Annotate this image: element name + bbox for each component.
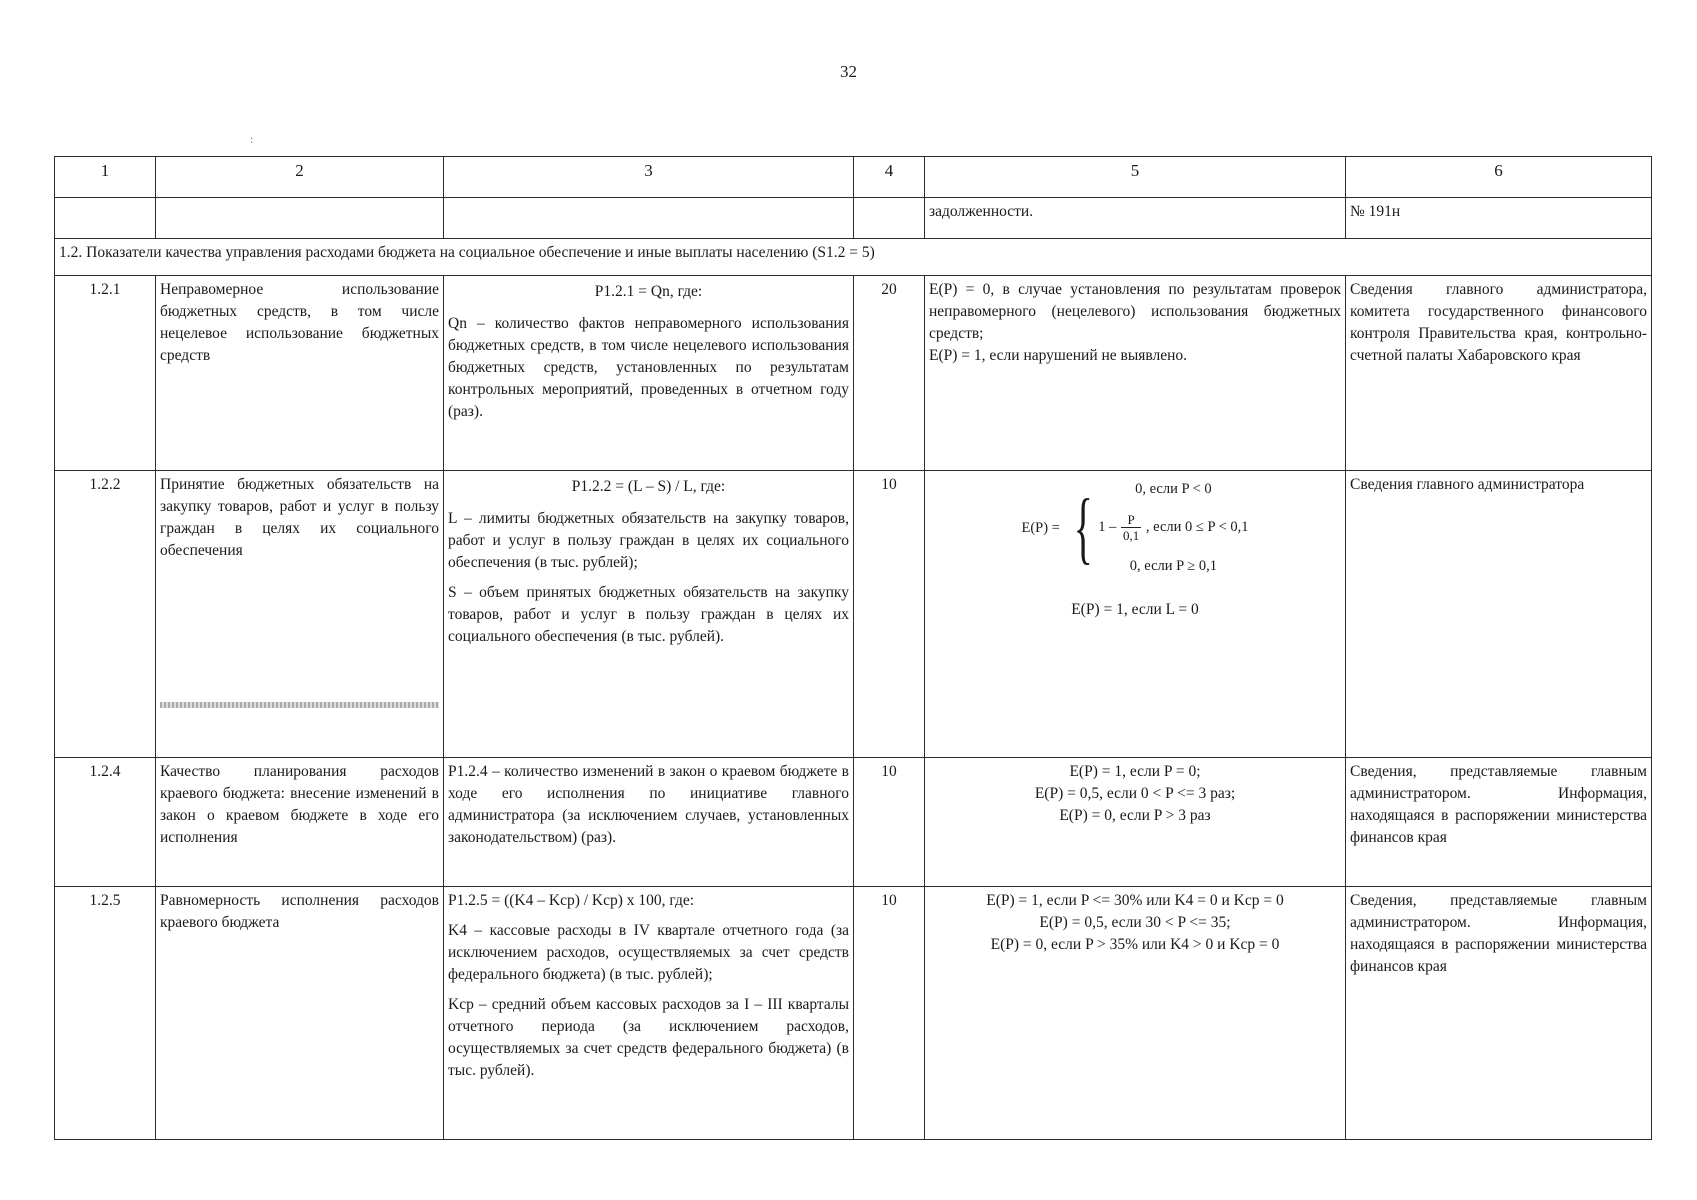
indicator-formula-cell	[444, 887, 854, 1140]
indicator-name: Принятие бюджетных обязательств на закупку товаров, работ и услуг в пользу граждан в целях их социального обеспечения	[160, 476, 439, 559]
indicator-weight: 10	[854, 471, 925, 758]
indicator-number: 1.2.1	[55, 276, 156, 471]
continuation-source-text: № 191н	[1346, 198, 1652, 239]
indicator-formula: P1.2.2 = (L – S) / L, где:	[571, 478, 726, 495]
piecewise-cases	[1098, 478, 1248, 577]
piecewise-case: 0, если P ≥ 0,1	[1129, 558, 1217, 574]
piecewise-formula	[929, 478, 1341, 577]
continuation-evaluation-text: задолженности.	[925, 198, 1346, 239]
indicator-name: Неправомерное использование бюджетных средств, в том числе нецелевое использование бюджетных средств	[156, 276, 444, 471]
evaluation-cell	[925, 758, 1346, 887]
evaluation-line: E(P) = 1, если нарушений не выявлено.	[929, 347, 1188, 364]
header-cell-5: 5	[925, 157, 1346, 198]
fraction-denominator: 0,1	[1123, 528, 1140, 543]
page-number: 32	[840, 62, 857, 81]
table-row	[55, 276, 1652, 471]
evaluation-note: E(P) = 1, если L = 0	[1071, 601, 1199, 618]
fraction	[1121, 512, 1141, 543]
indicator-weight: 20	[854, 276, 925, 471]
header-cell-6: 6	[1346, 157, 1652, 198]
formula-description: K4 – кассовые расходы в IV квартале отчетного года (за исключением расходов, осуществляемых за счет средств федерального бюджета) (в тыс. рублей);	[448, 922, 849, 983]
evaluation-line: E(P) = 0,5, если 0 < P <= 3 раз;	[1034, 785, 1236, 802]
indicators-table	[54, 156, 1652, 1140]
fraction-numerator: P	[1121, 512, 1141, 528]
data-source: Сведения, представляемые главным администратором. Информация, находящаяся в распоряжении министерства финансов края	[1346, 758, 1652, 887]
piecewise-lhs: E(P) =	[1021, 519, 1060, 536]
indicator-number: 1.2.2	[55, 471, 156, 758]
scan-artifact-line	[160, 702, 439, 708]
formula-description: L – лимиты бюджетных обязательств на закупку товаров, работ и услуг в пользу граждан в целях их социального обеспечения (в тыс. рублей);	[448, 510, 849, 571]
section-title: 1.2. Показатели качества управления расходами бюджета на социальное обеспечение и иные выплаты населению (S1.2 = 5)	[55, 239, 1652, 276]
table-row	[55, 471, 1652, 758]
data-source: Сведения главного администратора	[1346, 471, 1652, 758]
evaluation-cell	[925, 471, 1346, 758]
indicator-formula: P1.2.5 = ((K4 – Kср) / Kср) x 100, где:	[448, 892, 695, 909]
evaluation-line: E(P) = 1, если P <= 30% или K4 = 0 и Kср = 0	[986, 892, 1284, 909]
data-source: Сведения главного администратора, комитета государственного финансового контроля Правительства края, контрольно-счетной палаты Хабаровского края	[1346, 276, 1652, 471]
indicator-number: 1.2.5	[55, 887, 156, 1140]
indicator-weight: 10	[854, 887, 925, 1140]
header-cell-3: 3	[444, 157, 854, 198]
formula-description: P1.2.4 – количество изменений в закон о краевом бюджете в ходе его исполнения по инициативе главного администратора (за исключением случаев, установленных законодательством) (раз).	[444, 758, 854, 887]
indicator-formula: P1.2.1 = Qn, где:	[594, 283, 703, 300]
evaluation-cell	[925, 276, 1346, 471]
table-row	[55, 887, 1652, 1140]
section-row	[55, 239, 1652, 276]
evaluation-line: E(P) = 0, если P > 35% или K4 > 0 и Kср = 0	[990, 936, 1280, 953]
indicator-formula-cell	[444, 471, 854, 758]
continuation-row	[55, 198, 1652, 239]
scan-mark: :	[250, 132, 254, 146]
case-suffix: , если 0 ≤ P < 0,1	[1145, 518, 1249, 535]
formula-description: Qn – количество фактов неправомерного использования бюджетных средств, в том числе нецелевого использования бюджетных средств, установленных по результатам контрольных мероприятий, проведенных в отчетном году (раз).	[448, 315, 849, 420]
header-cell-2: 2	[156, 157, 444, 198]
indicator-name: Равномерность исполнения расходов краевого бюджета	[156, 887, 444, 1140]
evaluation-line: E(P) = 0,5, если 30 < P <= 35;	[1039, 914, 1231, 931]
left-brace-icon: {	[1073, 483, 1093, 572]
data-source: Сведения, представляемые главным администратором. Информация, находящаяся в распоряжении министерства финансов края	[1346, 887, 1652, 1140]
formula-description: S – объем принятых бюджетных обязательств на закупку товаров, работ и услуг в пользу граждан в целях их социального обеспечения (в тыс. рублей).	[448, 584, 849, 645]
evaluation-cell	[925, 887, 1346, 1140]
evaluation-line: E(P) = 0, если P > 3 раз	[1059, 807, 1211, 824]
header-cell-4: 4	[854, 157, 925, 198]
indicator-name-cell	[156, 471, 444, 758]
table-header-row	[55, 157, 1652, 198]
table-row	[55, 758, 1652, 887]
evaluation-line: E(P) = 1, если P = 0;	[1069, 763, 1201, 780]
header-cell-1: 1	[55, 157, 156, 198]
evaluation-line: E(P) = 0, в случае установления по результатам проверок неправомерного (нецелевого) использования бюджетных средств;	[929, 281, 1341, 342]
indicator-weight: 10	[854, 758, 925, 887]
indicator-name: Качество планирования расходов краевого бюджета: внесение изменений в закон о краевом бюджете в ходе его исполнения	[156, 758, 444, 887]
piecewise-case	[1098, 512, 1248, 543]
indicator-number: 1.2.4	[55, 758, 156, 887]
case-prefix: 1 –	[1098, 518, 1117, 535]
indicator-formula-cell	[444, 276, 854, 471]
piecewise-case: 0, если P < 0	[1135, 481, 1212, 497]
formula-description: Kср – средний объем кассовых расходов за I – III кварталы отчетного периода (за исключением расходов, осуществляемых за счет средств федерального бюджета) (в тыс. рублей).	[448, 996, 849, 1079]
